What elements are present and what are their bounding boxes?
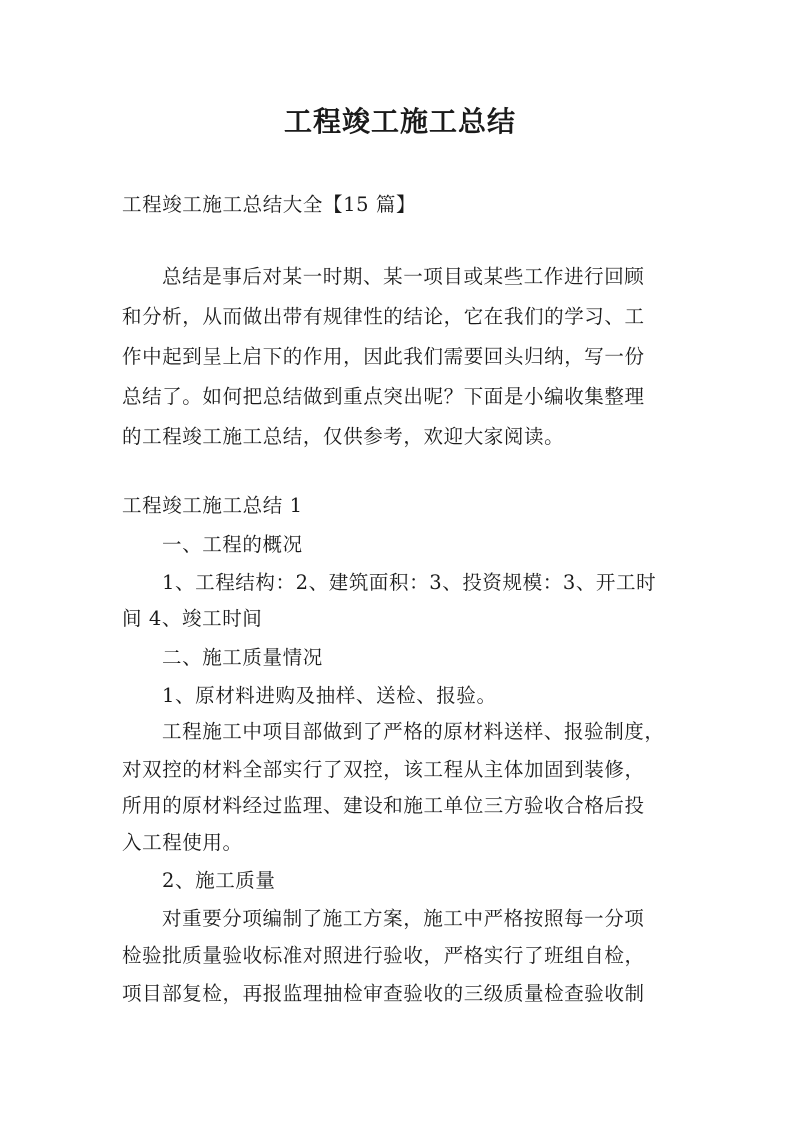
- body-line: 1、原材料进购及抽样、送检、报验。: [162, 684, 497, 707]
- body-line: 2、施工质量: [162, 869, 276, 892]
- document-title: 工程竣工施工总结: [283, 105, 516, 138]
- body-line: 入工程使用。: [122, 831, 243, 854]
- body-line: 对双控的材料全部实行了双控，该工程从主体加固到装修，: [122, 758, 645, 781]
- intro-line: 总结了。如何把总结做到重点突出呢？下面是小编收集整理: [122, 385, 645, 408]
- body-line: 1、工程结构：2、建筑面积：3、投资规模：3、开工时: [162, 571, 657, 594]
- body-line: 检验批质量验收标准对照进行验收，严格实行了班组自检，: [122, 944, 645, 967]
- intro-line: 的工程竣工施工总结，仅供参考，欢迎大家阅读。: [122, 425, 565, 448]
- body-line: 二、施工质量情况: [162, 646, 323, 669]
- intro-line: 总结是事后对某一时期、某一项目或某些工作进行回顾: [162, 265, 645, 288]
- body-line: 间 4、竣工时间: [122, 607, 263, 630]
- body-line: 对重要分项编制了施工方案，施工中严格按照每一分项: [162, 907, 645, 930]
- section-title: 工程竣工施工总结 1: [122, 494, 303, 517]
- body-line: 项目部复检，再报监理抽检审查验收的三级质量检查验收制: [122, 982, 645, 1005]
- document-subtitle: 工程竣工施工总结大全【15 篇】: [122, 193, 417, 216]
- body-line: 工程施工中项目部做到了严格的原材料送样、报验制度，: [162, 720, 665, 743]
- intro-line: 和分析，从而做出带有规律性的结论，它在我们的学习、工: [122, 305, 645, 328]
- body-line: 一、工程的概况: [162, 533, 303, 556]
- body-line: 所用的原材料经过监理、建设和施工单位三方验收合格后投: [122, 794, 645, 817]
- intro-line: 作中起到呈上启下的作用，因此我们需要回头归纳，写一份: [122, 345, 645, 368]
